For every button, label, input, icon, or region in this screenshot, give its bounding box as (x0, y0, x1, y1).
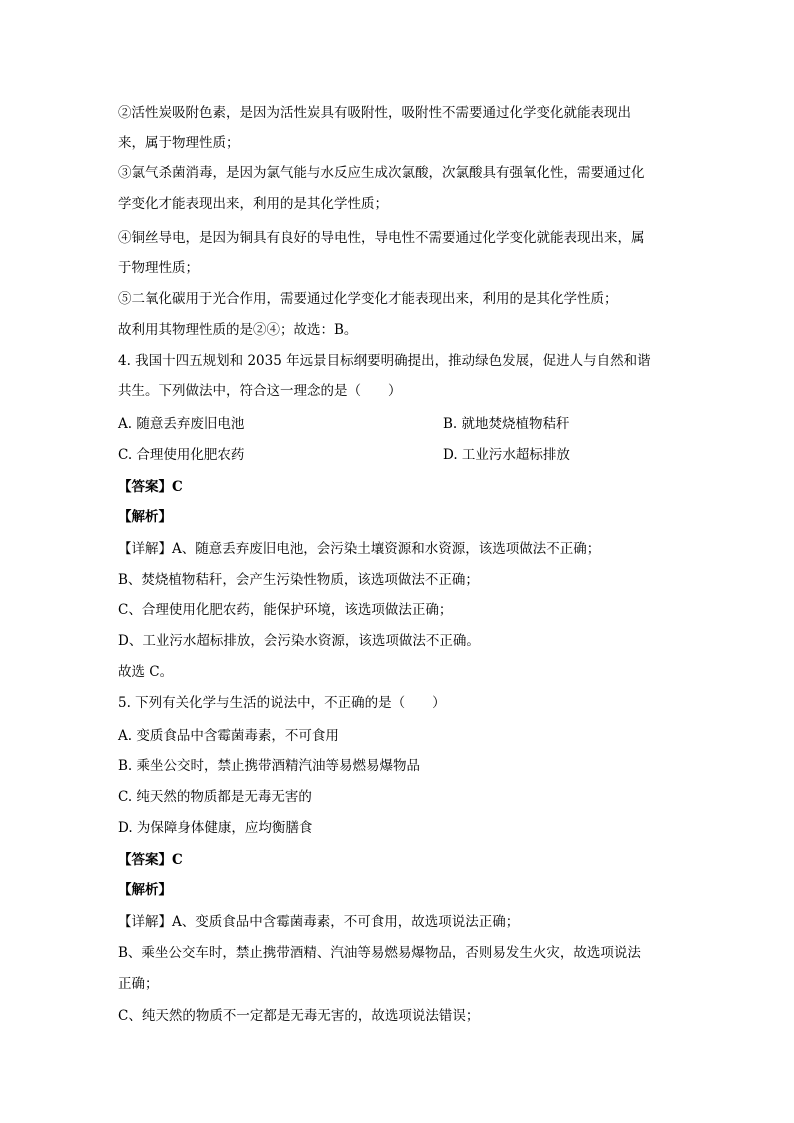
explanation-item-2-line-1: ②活性炭吸附色素，是因为活性炭具有吸附性，吸附性不需要通过化学变化就能表现出 (118, 105, 631, 121)
explanation-item-5: ⑤二氧化碳用于光合作用，需要通过化学变化才能表现出来，利用的是其化学性质； (118, 291, 618, 307)
q5-detail-c: C、纯天然的物质不一定都是无毒无害的，故选项说法错误； (118, 1008, 480, 1024)
q5-detail-b-line-1: B、乘坐公交车时，禁止携带酒精、汽油等易燃易爆物品，否则易发生火灾，故选项说法 (118, 945, 641, 961)
q5-option-c: C. 纯天然的物质都是无毒无害的 (118, 789, 312, 805)
q5-stem: 5. 下列有关化学与生活的说法中，不正确的是（ ） (118, 695, 446, 711)
explanation-item-4-line-1: ④铜丝导电，是因为铜具有良好的导电性，导电性不需要通过化学变化就能表现出来，属 (118, 230, 645, 246)
q4-answer: 【答案】C (118, 479, 183, 495)
q5-option-b: B. 乘坐公交时，禁止携带酒精汽油等易燃易爆物品 (118, 758, 421, 774)
q4-detail-a: 【详解】A、随意丢弃废旧电池，会污染土壤资源和水资源，该选项做法不正确； (118, 541, 601, 557)
explanation-conclusion: 故利用其物理性质的是②④；故选：B。 (118, 322, 358, 338)
q4-stem-line-2: 共生。下列做法中，符合这一理念的是（ ） (118, 383, 402, 399)
q4-detail-b: B、焚烧植物秸秆，会产生污染性物质，该选项做法不正确； (118, 572, 479, 588)
q4-option-b: B. 就地焚烧植物秸秆 (443, 416, 570, 432)
q5-analysis-heading: 【解析】 (118, 882, 172, 898)
explanation-item-2-line-2: 来，属于物理性质； (118, 135, 240, 151)
q4-detail-d: D、工业污水超标排放，会污染水资源，该选项做法不正确。 (118, 633, 480, 649)
q4-option-d: D. 工业污水超标排放 (443, 447, 570, 463)
q4-detail-c: C、合理使用化肥农药，能保护环境，该选项做法正确； (118, 602, 453, 618)
q5-detail-b-line-2: 正确； (118, 976, 159, 992)
q5-option-a: A. 变质食品中含霉菌毒素，不可食用 (118, 728, 339, 744)
q4-conclusion: 故选 C。 (118, 664, 174, 680)
q4-stem-line-1: 4. 我国十四五规划和 2035 年远景目标纲要明确提出，推动绿色发展，促进人与自然和谐 (118, 353, 651, 369)
q5-answer: 【答案】C (118, 852, 183, 868)
explanation-item-3-line-2: 学变化才能表现出来，利用的是其化学性质； (118, 196, 388, 212)
explanation-item-3-line-1: ③氯气杀菌消毒，是因为氯气能与水反应生成次氯酸，次氯酸具有强氧化性，需要通过化 (118, 165, 645, 181)
q4-option-a: A. 随意丢弃废旧电池 (118, 416, 245, 432)
q5-option-d: D. 为保障身体健康，应均衡膳食 (118, 820, 313, 836)
q4-option-c: C. 合理使用化肥农药 (118, 447, 245, 463)
explanation-item-4-line-2: 于物理性质； (118, 260, 199, 276)
q4-analysis-heading: 【解析】 (118, 509, 172, 525)
q5-detail-a: 【详解】A、变质食品中含霉菌毒素，不可食用，故选项说法正确； (118, 914, 520, 930)
